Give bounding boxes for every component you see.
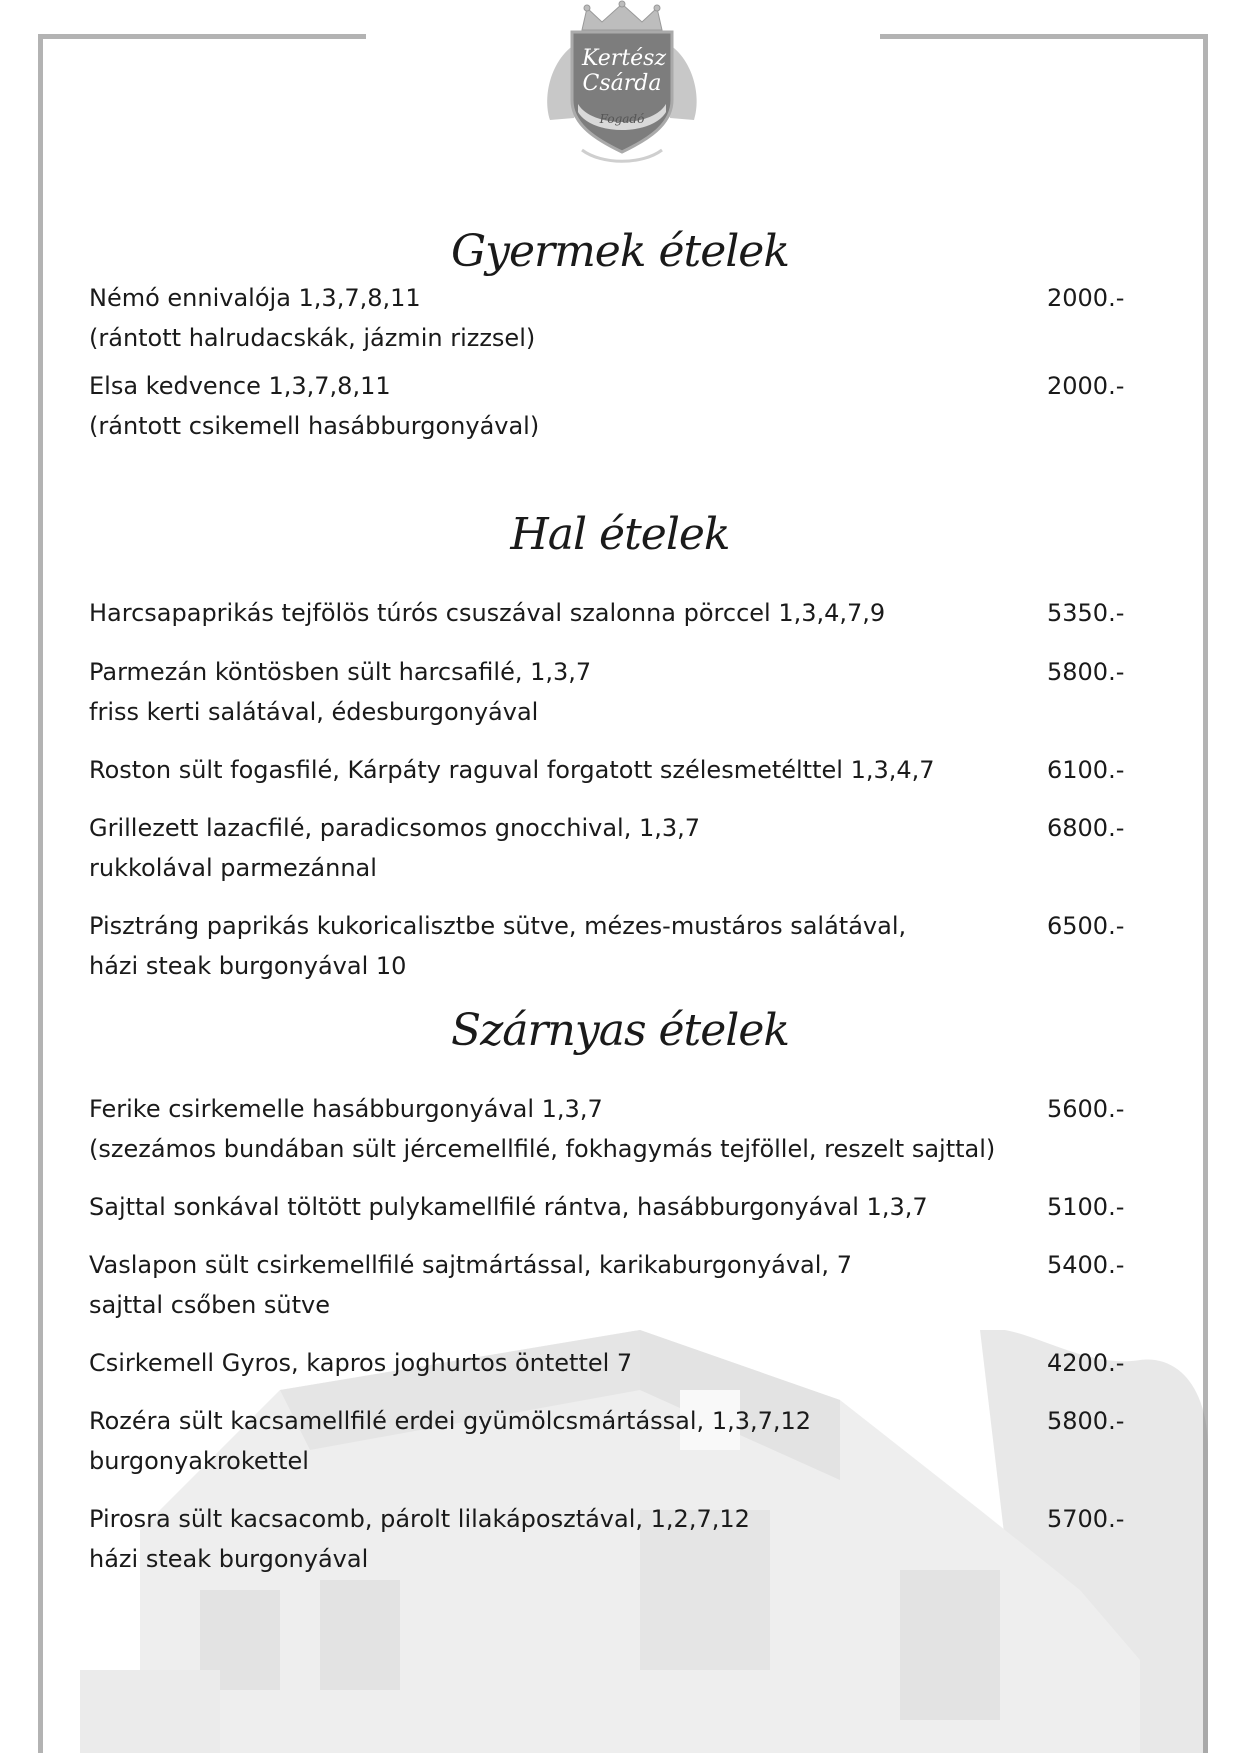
- menu-item-price: 6800.-: [1047, 814, 1125, 842]
- menu-item: [89, 1245, 1169, 1325]
- menu-item-price: 5700.-: [1047, 1505, 1125, 1533]
- menu-item: [89, 906, 1169, 986]
- menu-item: [89, 366, 1169, 446]
- crown-icon: [582, 1, 662, 30]
- menu-item: [89, 750, 1169, 790]
- logo-line2: Csárda: [582, 71, 662, 96]
- menu-item: [89, 1089, 1169, 1169]
- section-title-fish: Hal ételek: [510, 509, 730, 560]
- menu-item-description: (szezámos bundában sült jércemellfilé, fokhagymás tejföllel, reszelt sajttal): [89, 1135, 996, 1163]
- menu-item-name: Ferike csirkemelle hasábburgonyával 1,3,7: [89, 1095, 603, 1123]
- menu-item: [89, 593, 1169, 633]
- menu-item: [89, 1343, 1169, 1383]
- menu-item-name: Rozéra sült kacsamellfilé erdei gyümölcsmártással, 1,3,7,12: [89, 1407, 812, 1435]
- menu-item: [89, 1401, 1169, 1481]
- menu-item-name: Harcsapaprikás tejfölös túrós csuszával szalonna pörccel 1,3,4,7,9: [89, 599, 886, 627]
- section-title-children: Gyermek ételek: [450, 226, 790, 277]
- menu-item-description: házi steak burgonyával: [89, 1545, 369, 1573]
- frame-top-right-line: [880, 34, 1208, 39]
- menu-item-description: (rántott csikemell hasábburgonyával): [89, 412, 540, 440]
- menu-item-price: 5600.-: [1047, 1095, 1125, 1123]
- menu-item: [89, 1187, 1169, 1227]
- frame-left-line: [38, 34, 43, 1753]
- menu-item-description: rukkolával parmezánnal: [89, 854, 377, 882]
- menu-item-name: Grillezett lazacfilé, paradicsomos gnocchival, 1,3,7: [89, 814, 701, 842]
- menu-item-price: 5800.-: [1047, 658, 1125, 686]
- menu-item-description: sajttal csőben sütve: [89, 1291, 331, 1319]
- restaurant-logo: [512, 0, 732, 175]
- menu-item: [89, 652, 1169, 732]
- menu-item-name: Vaslapon sült csirkemellfilé sajtmártással, karikaburgonyával, 7: [89, 1251, 852, 1279]
- menu-item-name: Pirosra sült kacsacomb, párolt lilakáposztával, 1,2,7,12: [89, 1505, 750, 1533]
- menu-item: [89, 278, 1169, 358]
- menu-item-price: 5100.-: [1047, 1193, 1125, 1221]
- menu-item-name: Sajttal sonkával töltött pulykamellfilé rántva, hasábburgonyával 1,3,7: [89, 1193, 928, 1221]
- menu-item-description: burgonyakrokettel: [89, 1447, 309, 1475]
- menu-item-name: Roston sült fogasfilé, Kárpáty raguval forgatott szélesmetélttel 1,3,4,7: [89, 756, 935, 784]
- menu-item-price: 5800.-: [1047, 1407, 1125, 1435]
- menu-item-price: 2000.-: [1047, 372, 1125, 400]
- menu-item-name: Némó ennivalója 1,3,7,8,11: [89, 284, 421, 312]
- menu-item-name: Parmezán köntösben sült harcsafilé, 1,3,7: [89, 658, 592, 686]
- menu-item-description: (rántott halrudacskák, jázmin rizzsel): [89, 324, 536, 352]
- menu-item-price: 5400.-: [1047, 1251, 1125, 1279]
- menu-item-price: 2000.-: [1047, 284, 1125, 312]
- menu-item-price: 4200.-: [1047, 1349, 1125, 1377]
- logo-line3: Fogadó: [599, 112, 645, 126]
- menu-item-description: házi steak burgonyával 10: [89, 952, 407, 980]
- frame-top-left-line: [38, 34, 366, 39]
- menu-item-price: 5350.-: [1047, 599, 1125, 627]
- menu-item-name: Csirkemell Gyros, kapros joghurtos öntettel 7: [89, 1349, 633, 1377]
- menu-item: [89, 808, 1169, 888]
- menu-item-name: Elsa kedvence 1,3,7,8,11: [89, 372, 391, 400]
- logo-line1: Kertész: [581, 46, 667, 71]
- section-title-poultry: Szárnyas ételek: [450, 1005, 790, 1056]
- menu-item-price: 6100.-: [1047, 756, 1125, 784]
- menu-item-price: 6500.-: [1047, 912, 1125, 940]
- menu-item-description: friss kerti salátával, édesburgonyával: [89, 698, 539, 726]
- menu-item: [89, 1499, 1169, 1579]
- menu-item-name: Pisztráng paprikás kukoricalisztbe sütve, mézes-mustáros salátával,: [89, 912, 907, 940]
